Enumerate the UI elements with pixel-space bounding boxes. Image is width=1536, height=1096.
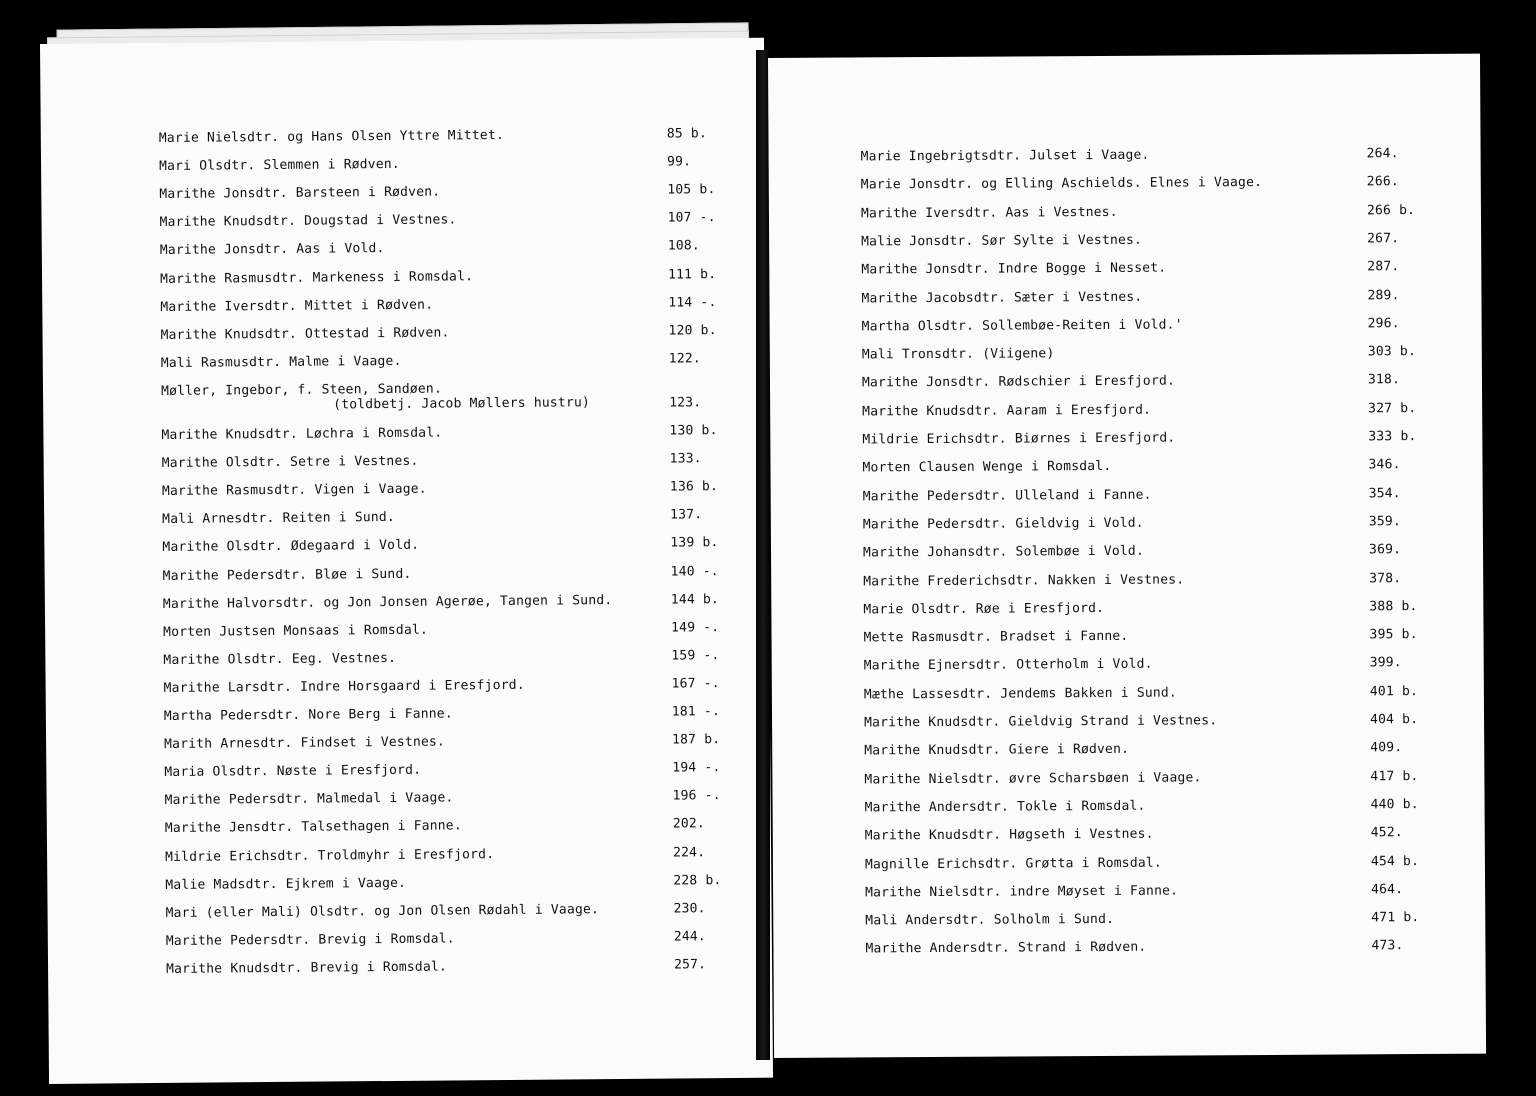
entry-name-text: Marithe Pedersdtr. Bløe i Sund. — [162, 566, 412, 584]
entry-name-text: Marithe Jensdtr. Talsethagen i Fanne. — [164, 818, 462, 837]
entry-name — [163, 593, 613, 612]
entry-page-ref: 333 b. — [1368, 429, 1417, 445]
right-page — [768, 54, 1486, 1058]
entry-name-text: Magnille Erichsdtr. Grøtta i Romsdal. — [864, 855, 1162, 872]
entry-name-text: Morten Clausen Wenge i Romsdal. — [862, 459, 1112, 476]
entry-name-text: Marithe Jonsdtr. Aas i Vold. — [159, 241, 385, 259]
entry-name — [165, 847, 494, 865]
entry-page-ref: 105 b. — [667, 182, 716, 198]
entry-page-ref: 404 b. — [1370, 712, 1419, 728]
entry-name-text: Marithe Olsdtr. Eeg. Vestnes. — [163, 650, 397, 668]
entry-name — [864, 685, 1177, 702]
register-entry — [864, 740, 1444, 762]
entry-page-ref: 289. — [1367, 287, 1400, 303]
entry-name-text: Marithe Olsdtr. Ødegaard i Vold. — [162, 538, 420, 556]
register-entry — [861, 259, 1441, 281]
entry-page-ref: 354. — [1368, 485, 1401, 501]
entry-page-ref: 144 b. — [670, 591, 720, 608]
register-entry — [863, 627, 1443, 649]
register-entry — [861, 231, 1441, 253]
entry-name — [162, 510, 395, 527]
entry-page-ref: 202. — [672, 816, 706, 832]
entry-name-text: Marie Olsdtr. Røe i Eresfjord. — [863, 600, 1105, 618]
entry-name — [165, 791, 454, 809]
entry-name-text: Mildrie Erichsdtr. Biørnes i Eresfjord. — [862, 430, 1176, 448]
entry-name-text: Marithe Knudsdtr. Giere i Rødven. — [864, 742, 1130, 759]
entry-name-text: Marithe Jonsdtr. Indre Bogge i Nesset. — [861, 260, 1167, 278]
register-entry — [864, 684, 1444, 706]
entry-name — [861, 175, 1262, 192]
entry-name — [865, 855, 1162, 872]
entry-name — [162, 538, 419, 555]
entry-page-ref: 359. — [1368, 514, 1401, 530]
entry-name-text: Martha Olsdtr. Sollembøe-Reiten i Vold.' — [861, 317, 1183, 335]
entry-name-text: Marithe Andersdtr. Tokle i Romsdal. — [864, 798, 1146, 816]
entry-page-ref: 388 b. — [1369, 598, 1418, 615]
register-entry — [865, 825, 1445, 847]
entry-page-ref: 149 -. — [671, 619, 720, 636]
entry-name — [159, 213, 456, 231]
entry-page-ref: 181 -. — [671, 704, 721, 720]
register-entry — [862, 344, 1442, 366]
entry-name — [159, 185, 440, 202]
entry-page-ref: 296. — [1367, 315, 1400, 332]
entry-name-text: Mali Arnesdtr. Reiten i Sund. — [162, 510, 395, 528]
entry-page-ref: 395 b. — [1369, 627, 1418, 643]
entry-name — [865, 883, 1178, 900]
entry-page-ref: 318. — [1367, 372, 1401, 388]
entry-name-text: Marithe Andersdtr. Strand i Rødven. — [865, 940, 1147, 957]
entry-page-ref: 287. — [1367, 259, 1400, 275]
entry-page-ref: 139 b. — [670, 535, 719, 551]
entry-page-ref: 267. — [1367, 231, 1400, 247]
entry-name-text: Mette Rasmusdtr. Bradset i Fanne. — [863, 628, 1129, 646]
register-entry — [865, 938, 1445, 960]
entry-name-text: Marithe Rasmusdtr. Vigen i Vaage. — [161, 481, 427, 500]
entry-name — [165, 819, 462, 837]
entry-name-text: Marithe Pedersdtr. Gieldvig i Vold. — [862, 515, 1144, 533]
entry-name-text: Marithe Rasmusdtr. Markeness i Romsdal. — [159, 268, 474, 287]
entry-subtitle: (toldbetj. Jacob Møllers hustru) — [333, 395, 591, 413]
entry-page-ref: 378. — [1369, 570, 1402, 586]
entry-page-ref: 399. — [1369, 655, 1402, 671]
entry-name-text: Marithe Knudsdtr. Høgseth i Vestnes. — [864, 826, 1154, 844]
entry-page-ref: 452. — [1370, 825, 1403, 841]
entry-name-text: Marithe Knudsdtr. Aaram i Eresfjord. — [862, 402, 1152, 420]
entry-page-ref: 417 b. — [1370, 768, 1419, 784]
entry-name — [166, 902, 600, 921]
entry-name — [863, 516, 1144, 533]
entry-page-ref: 303 b. — [1367, 344, 1417, 360]
entry-name — [863, 601, 1104, 617]
register-entry — [862, 372, 1442, 394]
entry-page-ref: 454 b. — [1370, 853, 1420, 869]
entry-name — [161, 380, 590, 414]
entry-name-text: Marithe Jacobsdtr. Sæter i Vestnes. — [861, 289, 1143, 306]
register-entry — [865, 853, 1445, 875]
entry-page-ref: 120 b. — [668, 322, 717, 339]
entry-name — [160, 325, 449, 343]
entry-page-ref: 122. — [668, 351, 701, 367]
entry-name — [166, 931, 455, 949]
entry-name — [861, 289, 1142, 306]
left-page — [40, 38, 773, 1084]
entry-name — [159, 157, 400, 174]
entry-name — [862, 317, 1183, 334]
entry-page-ref: 369. — [1368, 542, 1402, 558]
entry-page-ref: 140 -. — [670, 563, 719, 580]
entry-page-ref: 114 -. — [668, 294, 717, 311]
entry-page-ref: 111 b. — [667, 266, 717, 283]
entry-name-text: Marie Ingebrigtsdtr. Julset i Vaage. — [860, 147, 1150, 165]
right-entry-list — [768, 54, 1486, 1058]
entry-name-text: Marithe Ejnersdtr. Otterholm i Vold. — [863, 657, 1153, 674]
entry-name-text: Marithe Frederichsdtr. Nakken i Vestnes. — [863, 571, 1185, 589]
entry-name-text: Marithe Knudsdtr. Brevig i Romsdal. — [166, 959, 448, 977]
register-entry — [865, 797, 1445, 819]
entry-name — [163, 622, 428, 639]
entry-name — [862, 459, 1111, 476]
entry-name — [864, 770, 1201, 787]
entry-name — [861, 204, 1118, 221]
entry-name-text: Marith Arnesdtr. Findset i Vestnes. — [164, 734, 446, 753]
register-entry — [861, 287, 1441, 309]
entry-name-text: Marithe Jonsdtr. Barsteen i Rødven. — [159, 184, 441, 203]
entry-page-ref: 194 -. — [672, 760, 721, 776]
entry-name — [164, 706, 453, 724]
entry-name — [865, 940, 1146, 957]
register-entry — [863, 514, 1443, 536]
entry-name-text: Mari Olsdtr. Slemmen i Rødven. — [159, 156, 400, 175]
register-entry — [861, 202, 1441, 224]
entry-name-text: Mari (eller Mali) Olsdtr. og Jon Olsen Rødahl i Vaage. — [165, 901, 600, 921]
entry-name-text: Maria Olsdtr. Nøste i Eresfjord. — [164, 762, 422, 781]
entry-name — [164, 735, 445, 752]
entry-page-ref: 187 b. — [672, 732, 721, 748]
entry-name-text: Marithe Jonsdtr. Rødschier i Eresfjord. — [861, 373, 1176, 391]
entry-page-ref: 107 -. — [667, 210, 716, 226]
entry-name — [863, 629, 1128, 646]
entry-name — [863, 544, 1144, 561]
register-entry — [864, 655, 1444, 677]
left-entry-list — [40, 38, 773, 1084]
entry-name-text: Marithe Nielsdtr. øvre Scharsbøen i Vaage. — [864, 769, 1202, 788]
entry-page-ref: 257. — [673, 957, 707, 973]
entry-name-text: Marithe Pedersdtr. Ulleland i Fanne. — [862, 487, 1152, 505]
entry-name-text: Marithe Pedersdtr. Brevig i Romsdal. — [165, 931, 455, 949]
entry-name-text: Marie Jonsdtr. og Elling Aschields. Elnes i Vaage. — [860, 175, 1263, 193]
entry-name-text: Mildrie Erichsdtr. Troldmyhr i Eresfjord. — [165, 846, 495, 865]
entry-name-text: Mali Tronsdtr. (Viigene) — [861, 346, 1055, 363]
entry-name — [865, 799, 1146, 816]
entry-name — [862, 402, 1151, 419]
entry-page-ref: 159 -. — [671, 647, 720, 664]
entry-name — [865, 827, 1154, 844]
entry-name — [863, 572, 1184, 589]
entry-name — [161, 354, 402, 371]
entry-page-ref: 228 b. — [673, 872, 722, 889]
entry-name-text: Marithe Iversdtr. Aas i Vestnes. — [860, 204, 1118, 222]
register-entry — [161, 379, 741, 418]
entry-name-text: Marithe Pedersdtr. Malmedal i Vaage. — [164, 790, 454, 809]
register-entry — [865, 882, 1445, 904]
register-entry — [166, 957, 746, 996]
entry-name — [164, 763, 421, 780]
entry-name-text: Marithe Nielsdtr. indre Møyset i Fanne. — [865, 883, 1179, 901]
page-edge-mark: ’ — [766, 616, 771, 632]
entry-page-ref: 108. — [667, 238, 700, 254]
entry-name-text: Mali Rasmusdtr. Malme i Vaage. — [160, 353, 402, 371]
entry-page-ref: 136 b. — [669, 479, 719, 495]
entry-page-ref: 473. — [1371, 938, 1404, 954]
entry-name-text: Marithe Johansdtr. Solembøe i Vold. — [862, 543, 1145, 561]
register-entry — [864, 768, 1444, 790]
register-entry — [862, 429, 1442, 451]
register-entry — [864, 712, 1444, 734]
entry-name — [164, 678, 525, 696]
register-entry — [862, 401, 1442, 423]
entry-name-text: Marithe Olsdtr. Setre i Vestnes. — [161, 453, 419, 472]
entry-page-ref: 471 b. — [1371, 910, 1420, 926]
entry-name-text: Marithe Knudsdtr. Dougstad i Vestnes. — [159, 212, 457, 231]
entry-name — [861, 233, 1142, 250]
entry-page-ref: 264. — [1366, 146, 1399, 162]
entry-page-ref: 130 b. — [669, 423, 718, 439]
entry-name-text: Møller, Ingebor, f. Steen, Sandøen. — [160, 381, 443, 399]
entry-name — [862, 346, 1055, 362]
register-entry — [863, 542, 1443, 564]
entry-name — [864, 713, 1217, 730]
entry-name-text: Marithe Halvorsdtr. og Jon Jonsen Agerøe, Tangen i Sund. — [162, 592, 613, 612]
entry-name — [165, 875, 406, 892]
entry-page-ref: 133. — [669, 451, 702, 467]
entry-name — [864, 657, 1153, 674]
entry-name — [865, 912, 1114, 929]
register-entry — [863, 485, 1443, 507]
entry-name-text: Morten Justsen Monsaas i Romsdal. — [163, 622, 429, 640]
entry-name — [862, 431, 1175, 448]
entry-name — [161, 426, 442, 443]
entry-name-text: Marithe Knudsdtr. Ottestad i Rødven. — [160, 325, 450, 343]
entry-page-ref: 266. — [1366, 174, 1399, 190]
entry-page-ref: 244. — [673, 929, 706, 945]
entry-page-ref: 167 -. — [671, 675, 720, 692]
entry-name — [163, 651, 396, 668]
entry-name — [862, 374, 1175, 391]
entry-name-text: Marithe Larsdtr. Indre Horsgaard i Eresfjord. — [163, 677, 525, 696]
entry-name — [861, 148, 1150, 165]
entry-page-ref: 99. — [666, 154, 692, 170]
register-entry — [863, 599, 1443, 621]
entry-page-ref: 346. — [1368, 457, 1401, 473]
entry-name-text: Malie Madsdtr. Ejkrem i Vaage. — [165, 875, 407, 893]
entry-name — [159, 128, 504, 146]
entry-page-ref: 401 b. — [1369, 683, 1419, 700]
entry-name — [163, 566, 412, 583]
register-entry — [865, 910, 1445, 932]
entry-page-ref: 464. — [1371, 881, 1404, 898]
entry-page-ref: 85 b. — [666, 126, 708, 142]
entry-page-ref: 230. — [673, 900, 706, 917]
entry-name-text: Marithe Knudsdtr. Gieldvig Strand i Vestnes. — [864, 713, 1218, 731]
register-entry — [863, 570, 1443, 592]
entry-name-text: Marithe Knudsdtr. Løchra i Romsdal. — [161, 425, 443, 443]
register-entry — [861, 146, 1441, 168]
entry-page-ref: 266 b. — [1366, 202, 1416, 218]
entry-name — [863, 487, 1152, 504]
entry-page-ref: 123. — [669, 395, 702, 411]
entry-page-ref: 224. — [673, 844, 706, 861]
entry-name — [160, 241, 385, 258]
entry-name — [162, 454, 419, 471]
register-entry — [862, 457, 1442, 479]
entry-page-ref: 440 b. — [1370, 796, 1419, 813]
entry-name-text: Mali Andersdtr. Solholm i Sund. — [865, 911, 1115, 929]
entry-name — [166, 959, 447, 976]
entry-name — [861, 261, 1166, 278]
entry-name — [160, 269, 473, 287]
entry-page-ref: 196 -. — [672, 788, 721, 804]
entry-name — [864, 742, 1129, 759]
entry-name-text: Marithe Iversdtr. Mittet i Rødven. — [160, 297, 434, 315]
entry-name-text: Marie Nielsdtr. og Hans Olsen Yttre Mittet. — [158, 127, 505, 146]
entry-page-ref: 327 b. — [1368, 400, 1417, 417]
register-entry — [862, 316, 1442, 338]
entry-page-ref: 409. — [1370, 740, 1403, 756]
entry-name-text: Mæthe Lassesdtr. Jendems Bakken i Sund. — [863, 685, 1177, 703]
register-entry — [861, 174, 1441, 196]
entry-name — [162, 482, 427, 499]
entry-page-ref: 137. — [670, 507, 703, 523]
entry-name-text: Martha Pedersdtr. Nore Berg i Fanne. — [163, 706, 453, 724]
entry-name-text: Malie Jonsdtr. Sør Sylte i Vestnes. — [861, 232, 1143, 250]
entry-name — [160, 297, 433, 314]
